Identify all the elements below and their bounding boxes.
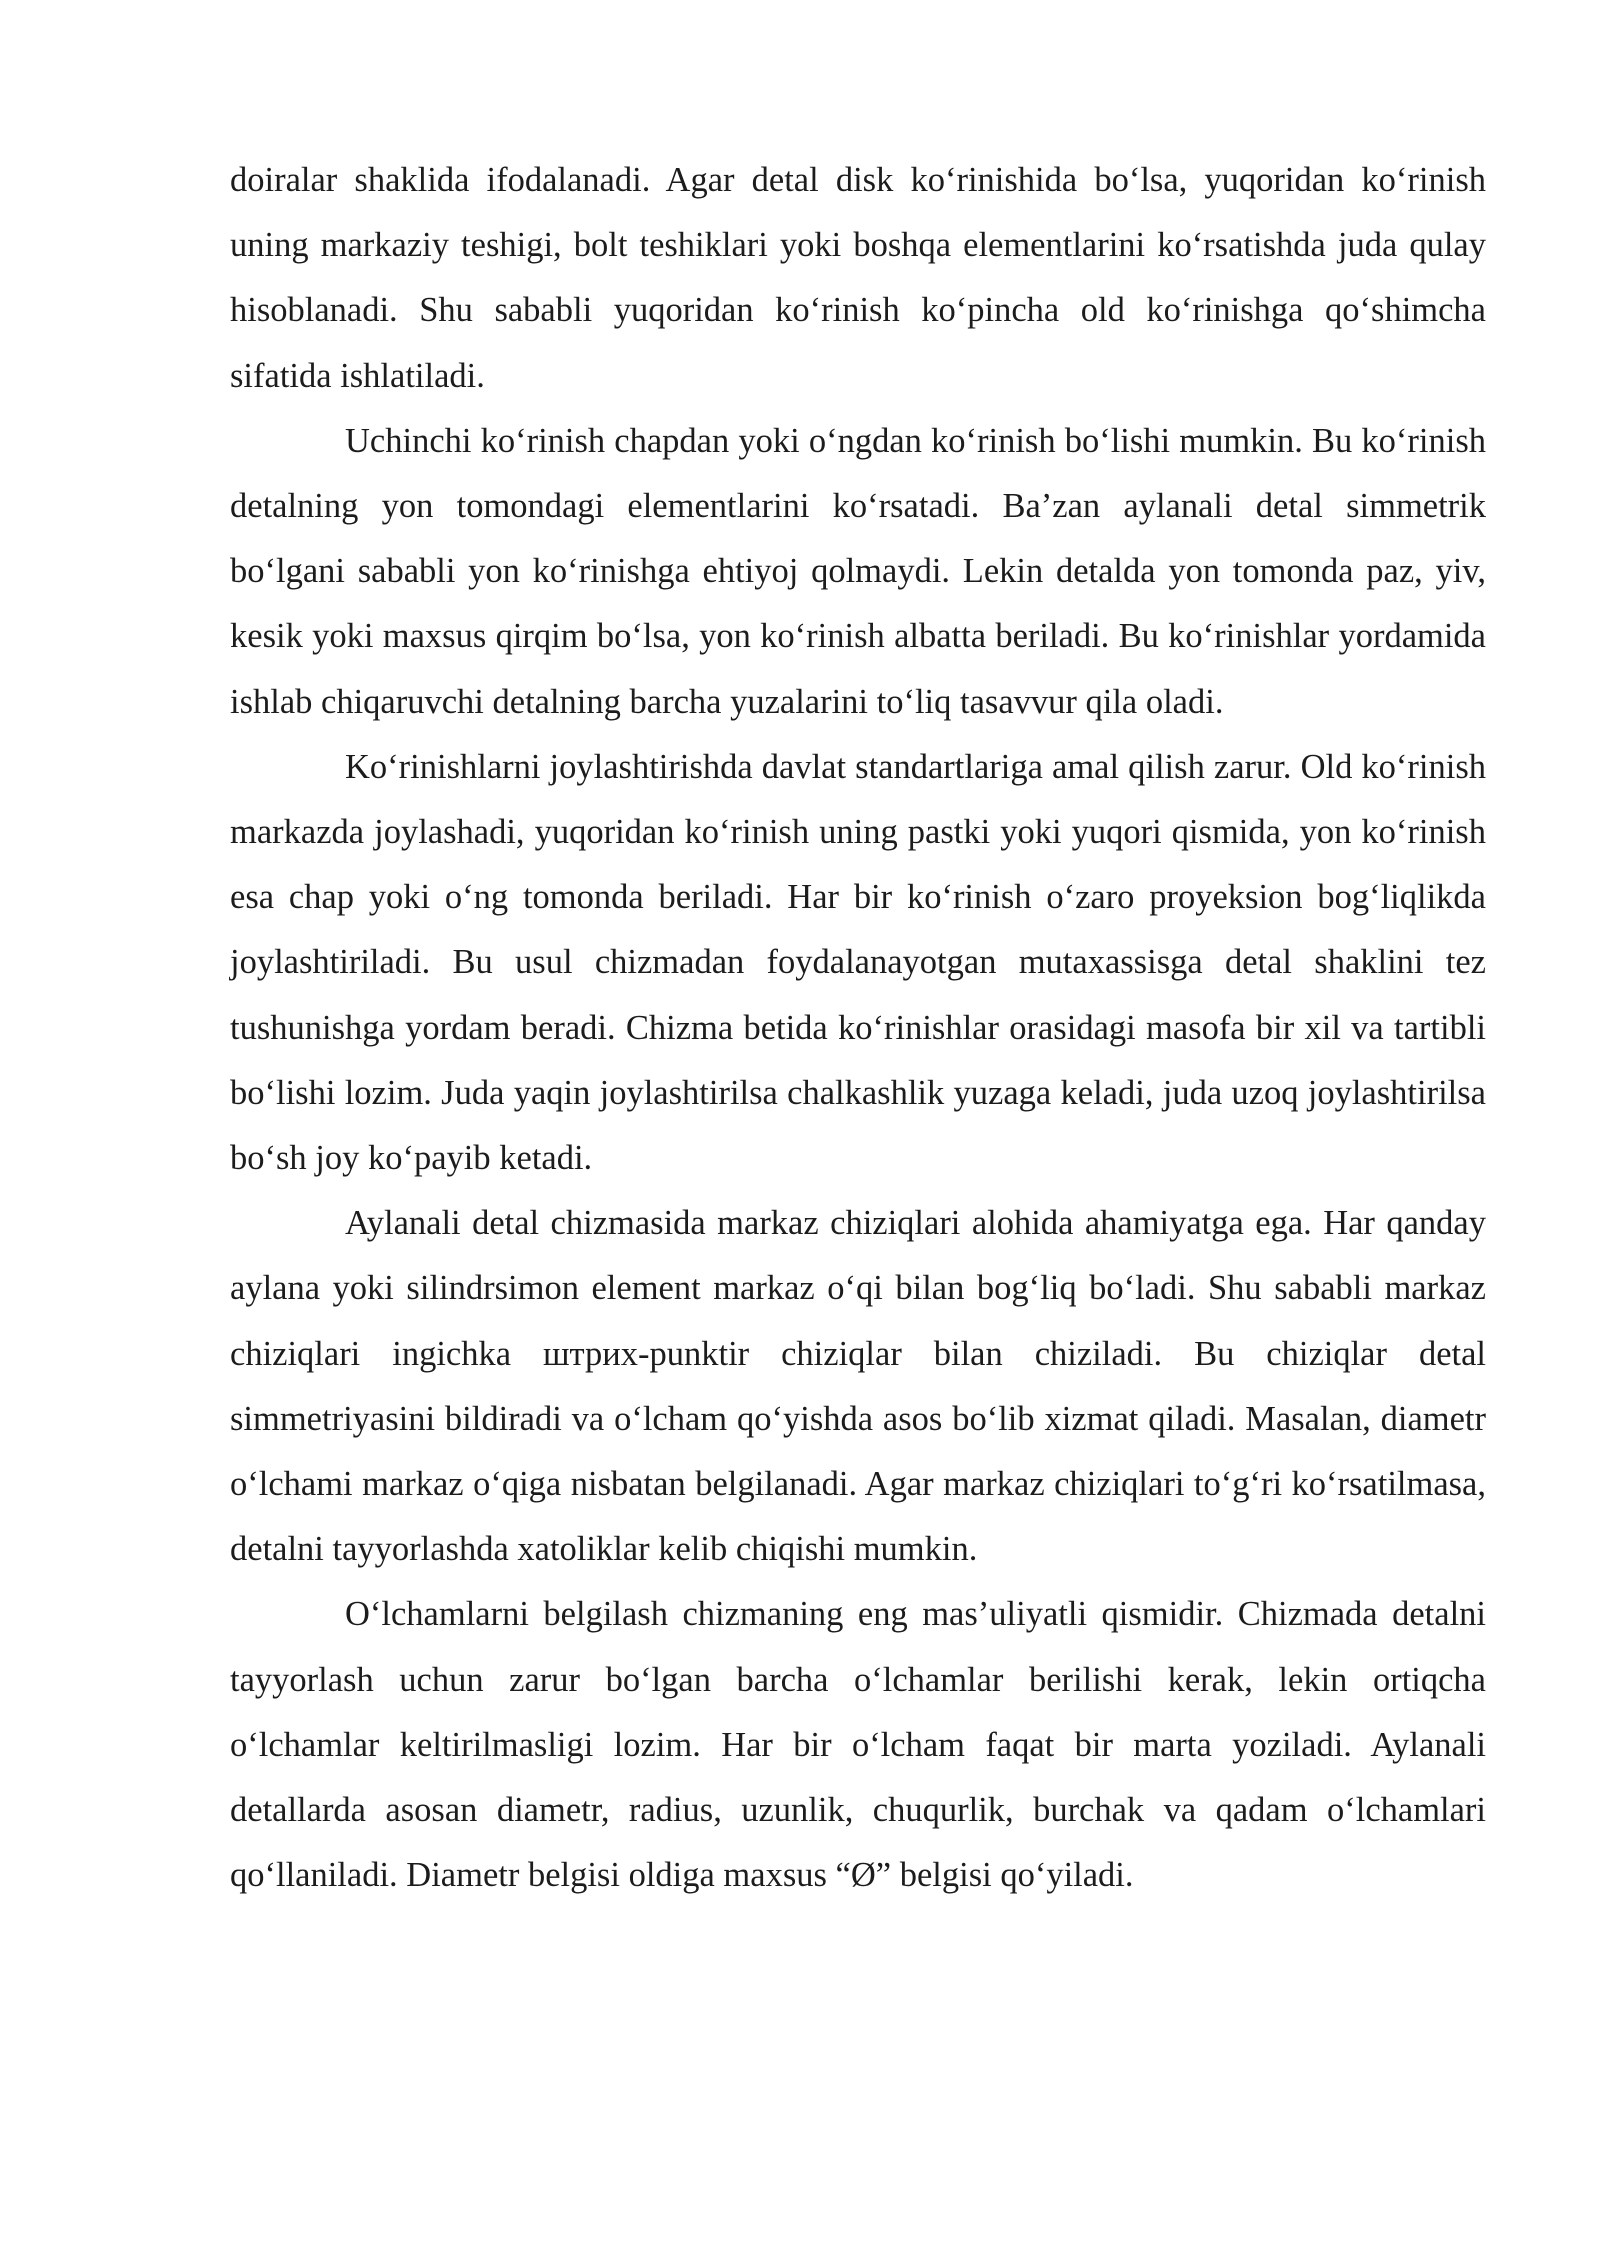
paragraph-dimensions: O‘lchamlarni belgilash chizmaning eng mas’uliyatli qismidir. Chizmada detalni tayyorlash uchun zarur bo‘lgan barcha o‘lchamlar berilishi kerak, lekin ortiqcha o‘lchamlar keltirilmasligi lozim. Har bir o‘lcham faqat bir marta yoziladi. Aylanali detallarda asosan diametr, radius, uzunlik, chuqurlik, burchak va qadam o‘lchamlari qo‘llaniladi. Diametr belgisi oldiga maxsus “Ø” belgisi qo‘yiladi. [230,1595,1486,1895]
paragraph-third-view: Uchinchi ko‘rinish chapdan yoki o‘ngdan ko‘rinish bo‘lishi mumkin. Bu ko‘rinish detalning yon tomondagi elementlarini ko‘rsatadi. Ba’zan aylanali detal simmetrik bo‘lgani sababli yon ko‘rinishga ehtiyoj qolmaydi. Lekin detalda yon tomonda paz, yiv, kesik yoki maxsus qirqim bo‘lsa, yon ko‘rinish albatta beriladi. Bu ko‘rinishlar yordamida ishlab chiqaruvchi detalning barcha yuzalarini to‘liq tasavvur qila oladi. [230,421,1486,721]
paragraph-view-placement: Ko‘rinishlarni joylashtirishda davlat standartlariga amal qilish zarur. Old ko‘rinish markazda joylashadi, yuqoridan ko‘rinish uning pastki yoki yuqori qismida, yon ko‘rinish esa chap yoki o‘ng tomonda beriladi. Har bir ko‘rinish o‘zaro proyeksion bog‘liqlikda joylashtiriladi. Bu usul chizmadan foydalanayotgan mutaxassisga detal shaklini tez tushunishga yordam beradi. Chizma betida ko‘rinishlar orasidagi masofa bir xil va tartibli bo‘lishi lozim. Juda yaqin joylashtirilsa chalkashlik yuzaga keladi, juda uzoq joylashtirilsa bo‘sh joy ko‘payib ketadi. [230,747,1486,1178]
document-body [230,148,1486,1908]
paragraph-center-lines: Aylanali detal chizmasida markaz chiziqlari alohida ahamiyatga ega. Har qanday aylana yoki silindrsimon element markaz o‘qi bilan bog‘liq bo‘ladi. Shu sababli markaz chiziqlari ingichka штрих-punktir chiziqlar bilan chiziladi. Bu chiziqlar detal simmetriyasini bildiradi va o‘lcham qo‘yishda asos bo‘lib xizmat qiladi. Masalan, diametr o‘lchami markaz o‘qiga nisbatan belgilanadi. Agar markaz chiziqlari to‘g‘ri ko‘rsatilmasa, detalni tayyorlashda xatoliklar kelib chiqishi mumkin. [230,1204,1486,1569]
paragraph-continuation: doiralar shaklida ifodalanadi. Agar detal disk ko‘rinishida bo‘lsa, yuqoridan ko‘rinish uning markaziy teshigi, bolt teshiklari yoki boshqa elementlarini ko‘rsatishda juda qulay hisoblanadi. Shu sababli yuqoridan ko‘rinish ko‘pincha old ko‘rinishga qo‘shimcha sifatida ishlatiladi. [230,161,1486,395]
